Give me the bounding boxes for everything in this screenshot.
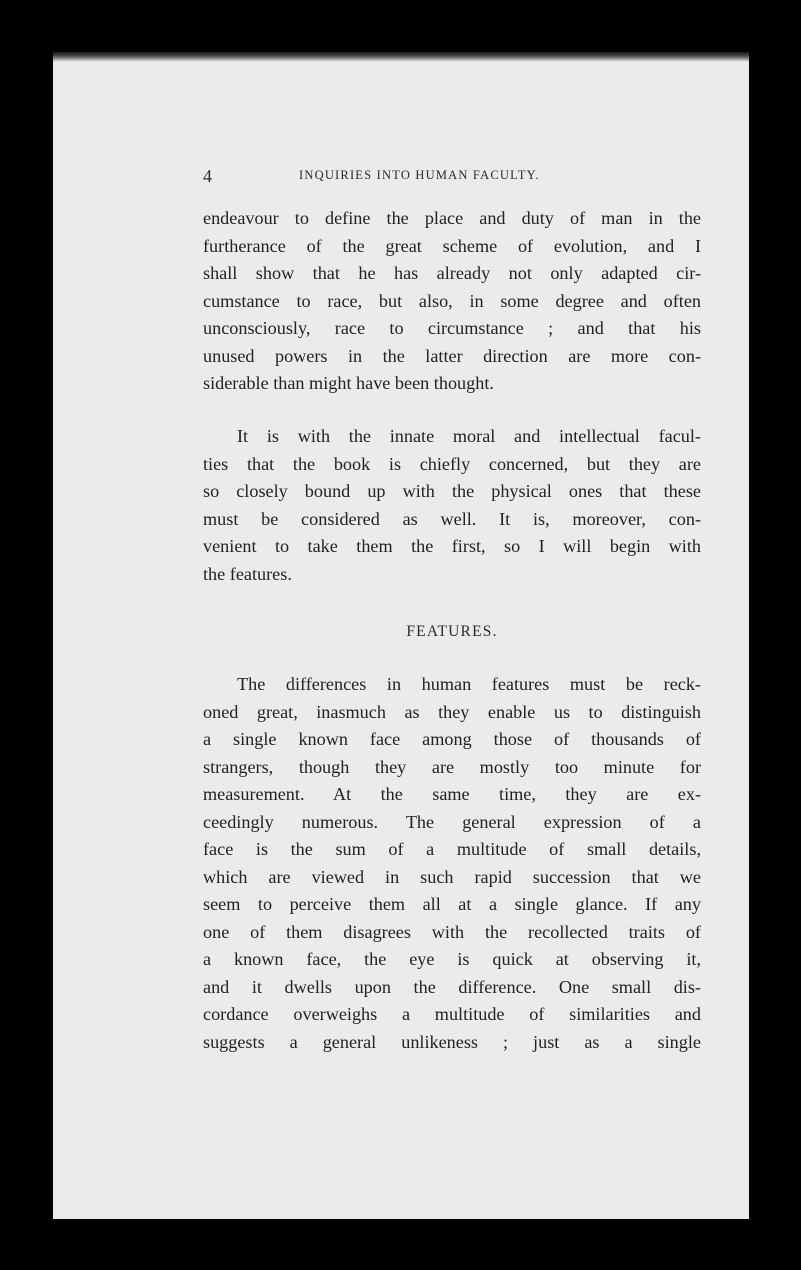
running-title: INQUIRIES INTO HUMAN FACULTY. (299, 168, 540, 182)
book-page (53, 52, 749, 1219)
text-line: a known face, the eye is quick at observing it, (203, 949, 701, 969)
text-line: suggests a general unlikeness ; just as a single (203, 1031, 701, 1052)
text-line: It is with the innate moral and intellectual facul- (237, 426, 701, 446)
text-line: measurement. At the same time, they are ex- (203, 784, 701, 804)
text-line: furtherance of the great scheme of evolution, and I (203, 235, 701, 256)
text-line: oned great, inasmuch as they enable us to distinguish (203, 701, 701, 722)
page-header (203, 166, 701, 190)
paragraph-1 (203, 205, 701, 398)
text-line: seem to perceive them all at a single glance. If any (203, 894, 701, 914)
text-line: shall show that he has already not only adapted cir- (203, 263, 701, 283)
text-line: ceedingly numerous. The general expression of a (203, 811, 701, 832)
text-line: one of them disagrees with the recollected traits of (203, 921, 701, 942)
text-line: must be considered as well. It is, moreover, con- (203, 508, 701, 529)
text-line: endeavour to define the place and duty of man in the (203, 208, 701, 228)
page-top-edge (53, 52, 749, 62)
text-line: so closely bound up with the physical ones that these (203, 481, 701, 501)
text-line: the features. (203, 563, 292, 584)
text-line: unused powers in the latter direction are more con- (203, 345, 701, 366)
text-line: venient to take them the first, so I will begin with (203, 536, 701, 556)
text-line: ties that the book is chiefly concerned, but they are (203, 453, 701, 474)
text-line: a single known face among those of thousands of (203, 729, 701, 749)
paragraph-2 (203, 423, 701, 588)
section-heading: FEATURES. (406, 623, 498, 640)
text-line: and it dwells upon the difference. One small dis- (203, 976, 701, 997)
paragraph-3 (203, 671, 701, 1056)
page-number: 4 (203, 166, 212, 186)
text-line: The differences in human features must be reck- (237, 674, 701, 694)
text-line: face is the sum of a multitude of small details, (203, 839, 701, 859)
text-line: cordance overweighs a multitude of similarities and (203, 1004, 701, 1024)
text-line: which are viewed in such rapid succession that we (203, 866, 701, 887)
text-line: strangers, though they are mostly too minute for (203, 756, 701, 777)
text-line: unconsciously, race to circumstance ; and that his (203, 318, 701, 338)
text-line: siderable than might have been thought. (203, 373, 494, 393)
text-line: cumstance to race, but also, in some degree and often (203, 290, 701, 311)
